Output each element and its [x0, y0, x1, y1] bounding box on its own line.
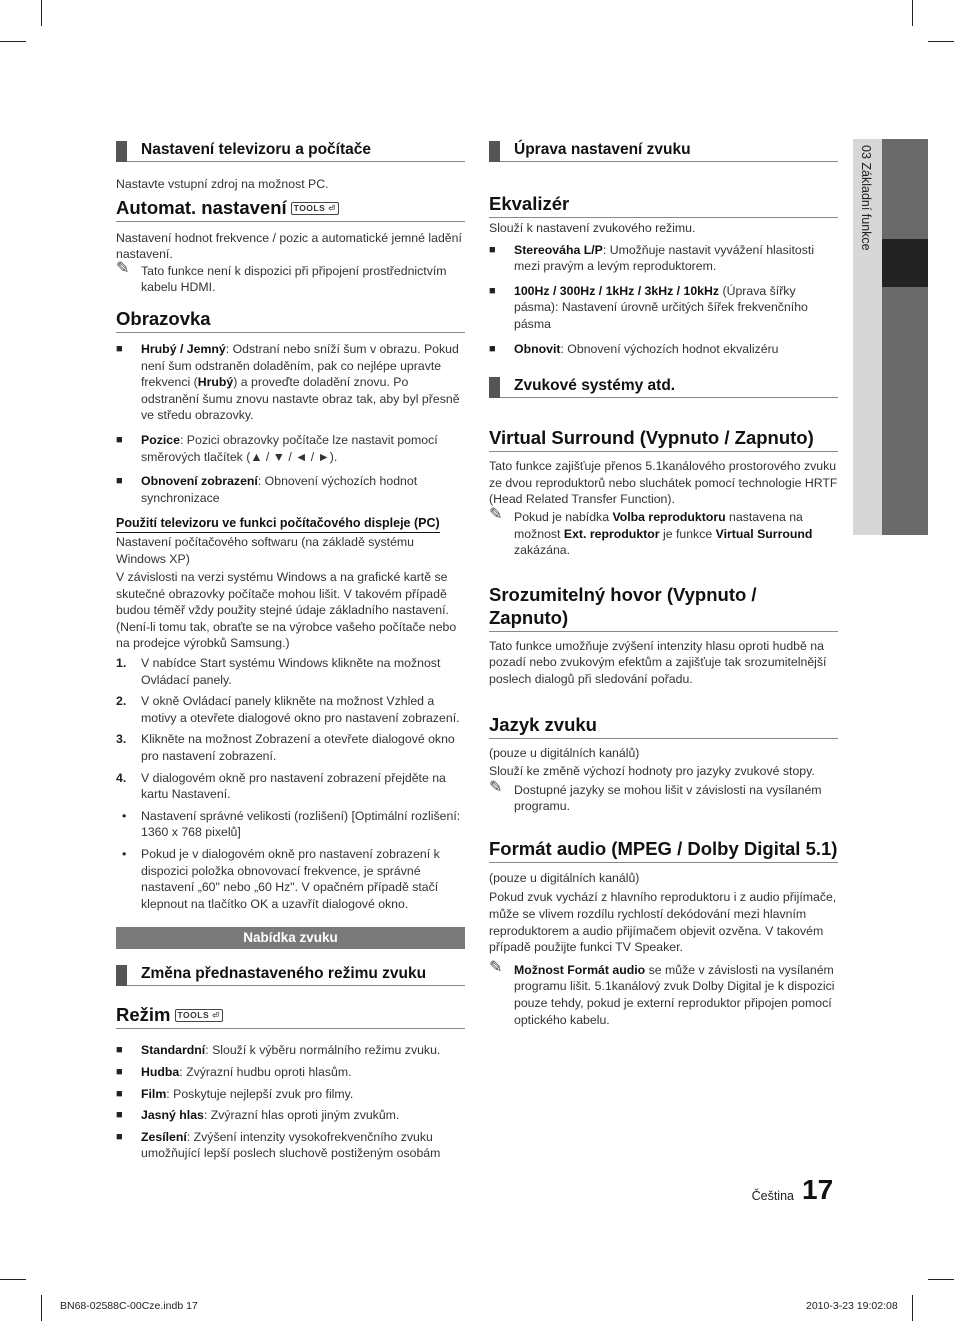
- left-column: [116, 139, 465, 1162]
- chapter-label: 03 Základní funkce: [859, 145, 873, 251]
- right-column: [489, 139, 838, 1028]
- list-item: 2. V okně Ovládací panely klikněte na možnost Vzhled a motivy a otevřete dialogové okno pro nastavení zobrazení.: [116, 694, 460, 725]
- list-item: ■ Obnovení zobrazení: Obnovení výchozích hodnot synchronizace: [116, 473, 465, 506]
- paragraph: Slouží k nastavení zvukového režimu.: [489, 221, 696, 235]
- pencil-note-icon: ✎: [489, 505, 503, 523]
- pencil-note-icon: ✎: [489, 958, 503, 976]
- list-item: ■ Standardní: Slouží k výběru normálního režimu zvuku.: [116, 1042, 465, 1059]
- equalizer-heading: Ekvalizér: [489, 192, 838, 218]
- pencil-note-icon: ✎: [489, 778, 503, 796]
- section-heading: Úprava nastavení zvuku: [489, 139, 838, 162]
- list-item: ■ Zesílení: Zvýšení intenzity vysokofrekvenčního zvuku umožňující lepší poslech sluchově postiženým osobám: [116, 1129, 465, 1162]
- paragraph: V závislosti na verzi systému Windows a na grafické kartě se skutečné obrazovky počítače mohou lišit. V takovém případě budou téměř vždy použity stejné údaje základního nastavení. (Není-li tomu tak, obraťte se na výrobce vašeho počítače nebo na prodejce výrobků Samsung.): [116, 570, 457, 651]
- list-item: ■ Stereováha L/P: Umožňuje nastavit vyvážení hlasitosti mezi pravým a levým reproduktorem.: [489, 242, 838, 275]
- auto-setup-desc: Nastavení hodnot frekvence / pozic a automatické jemné ladění nastavení.: [116, 230, 462, 262]
- paragraph: (pouze u digitálních kanálů): [489, 745, 640, 760]
- list-item: ■ 100Hz / 300Hz / 1kHz / 3kHz / 10kHz (Úprava šířky pásma): Nastavení úrovně určitých šířek frekvenčního pásma: [489, 283, 838, 333]
- section-heading: Nastavení televizoru a počítače: [116, 139, 465, 162]
- crop-mark: [0, 41, 26, 42]
- list-item: ■ Jasný hlas: Zvýrazní hlas oproti jiným zvukům.: [116, 1107, 465, 1124]
- steps-list: [116, 655, 465, 912]
- slug-file: BN68-02588C-00Cze.indb 17: [60, 1300, 198, 1312]
- crop-mark: [928, 41, 954, 42]
- paragraph: Tato funkce umožňuje zvýšení intenzity hlasu oproti hudbě na pozadí nebo zvukovým efektům a zajišťuje tak srozumitelnější poslech dialogů při sledování pořadu.: [489, 638, 827, 686]
- list-item: 4. V dialogovém okně pro nastavení zobrazení přejděte na kartu Nastavení.: [116, 770, 446, 802]
- auto-setup-heading: Automat. nastavení TOOLS ⏎: [116, 196, 465, 222]
- note: ✎ Tato funkce není k dispozici při připojení prostřednictvím kabelu HDMI.: [116, 259, 447, 295]
- note: ✎ Pokud je nabídka Volba reproduktoru nastavena na možnost Ext. reproduktor je funkce Virtual Surround zakázána.: [489, 505, 813, 558]
- paragraph: Nastavení počítačového softwaru (na základě systému Windows XP): [116, 534, 415, 566]
- intro-text: Nastavte vstupní zdroj na možnost PC.: [116, 177, 329, 191]
- chapter-side-tab: [853, 139, 928, 535]
- note: ✎ Možnost Formát audio se může v závislosti na vysílaném programu lišit. 5.1kanálový zvuk Dolby Digital je k dispozici pouze tehdy, pokud je externí reproduktor připojen pomocí optického kabelu.: [489, 958, 835, 1027]
- list-item: ■ Obnovit: Obnovení výchozích hodnot ekvalizéru: [489, 341, 838, 358]
- section-heading: Změna přednastaveného režimu zvuku: [116, 963, 465, 986]
- side-tab-dark: [882, 139, 928, 535]
- pc-subheading: Použití televizoru ve funkci počítačového displeje (PC): [116, 515, 465, 533]
- crop-mark: [0, 1279, 26, 1280]
- virtual-surround-heading: Virtual Surround (Vypnuto / Zapnuto): [489, 426, 838, 452]
- slug-date: 2010-3-23 19:02:08: [806, 1300, 898, 1312]
- crop-mark: [912, 1295, 913, 1321]
- mode-heading: Režim TOOLS ⏎: [116, 1003, 465, 1029]
- equalizer-list: [489, 242, 838, 358]
- list-item: ■ Film: Poskytuje nejlepší zvuk pro filmy.: [116, 1086, 465, 1103]
- section-heading: Zvukové systémy atd.: [489, 375, 838, 398]
- list-item: ■ Hudba: Zvýrazní hudbu oproti hlasům.: [116, 1064, 465, 1081]
- list-item: • Pokud je v dialogovém okně pro nastavení zobrazení k dispozici položka obnovovací frekvence, je správné nastavení „60" nebo „60 Hz". V opačném případě stačí klepnout na tlačítko OK a uzavřít dialogové okno.: [116, 846, 465, 912]
- paragraph: (pouze u digitálních kanálů): [489, 870, 640, 885]
- list-item: 1. V nabídce Start systému Windows klikněte na možnost Ovládací panely.: [116, 656, 441, 687]
- paragraph: Pokud zvuk vychází z hlavního reproduktoru i z audio přijímače, může se vlivem rozdílu rychlostí dekódování mezi hlavním reproduktorem a audio přijímačem objevit ozvěna. V takovém případě použijte funkci TV Speaker.: [489, 890, 837, 955]
- clear-voice-heading: Srozumitelný hovor (Vypnuto / Zapnuto): [489, 583, 838, 632]
- list-item: ■ Pozice: Pozici obrazovky počítače lze nastavit pomocí směrových tlačítek (▲ / ▼ / ◄ / ►).: [116, 432, 465, 465]
- list-item: • Nastavení správné velikosti (rozlišení) [Optimální rozlišení: 1360 x 768 pixelů]: [116, 808, 465, 841]
- footer-language: Čeština: [751, 1189, 794, 1203]
- mode-list: [116, 1042, 465, 1162]
- crop-mark: [41, 1295, 42, 1321]
- tools-badge: TOOLS ⏎: [175, 1009, 223, 1022]
- paragraph: Tato funkce zajišťuje přenos 5.1kanálového prostorového zvuku ze dvou reproduktorů nebo sluchátek pomocí technologie HRTF (Head Related Transfer Function).: [489, 459, 838, 507]
- page-number: 17: [802, 1174, 834, 1205]
- screen-heading: Obrazovka: [116, 307, 465, 333]
- note: ✎ Dostupné jazyky se mohou lišit v závislosti na vysílaném programu.: [489, 778, 822, 814]
- screen-list: [116, 341, 465, 506]
- side-tab-marker: [882, 239, 928, 287]
- pencil-note-icon: ✎: [116, 259, 130, 277]
- audio-language-heading: Jazyk zvuku: [489, 713, 838, 739]
- crop-mark: [928, 1279, 954, 1280]
- audio-format-heading: Formát audio (MPEG / Dolby Digital 5.1): [489, 837, 838, 863]
- list-item: 3. Klikněte na možnost Zobrazení a otevřete dialogové okno pro nastavení zobrazení.: [116, 732, 455, 764]
- crop-mark: [912, 0, 913, 26]
- tools-badge: TOOLS ⏎: [291, 202, 339, 215]
- list-item: ■ Hrubý / Jemný: Odstraní nebo sníží šum v obrazu. Pokud není šum odstraněn doladěním, pak co nejlépe upravte frekvenci (Hrubý) a proveďte doladění znovu. Po odstranění šumu znovu nastavte obraz tak, aby byl přesně ve středu obrazovky.: [116, 341, 465, 424]
- sound-menu-band: Nabídka zvuku: [116, 927, 465, 949]
- paragraph: Slouží ke změně výchozí hodnoty pro jazyky zvukové stopy.: [489, 764, 815, 779]
- crop-mark: [41, 0, 42, 26]
